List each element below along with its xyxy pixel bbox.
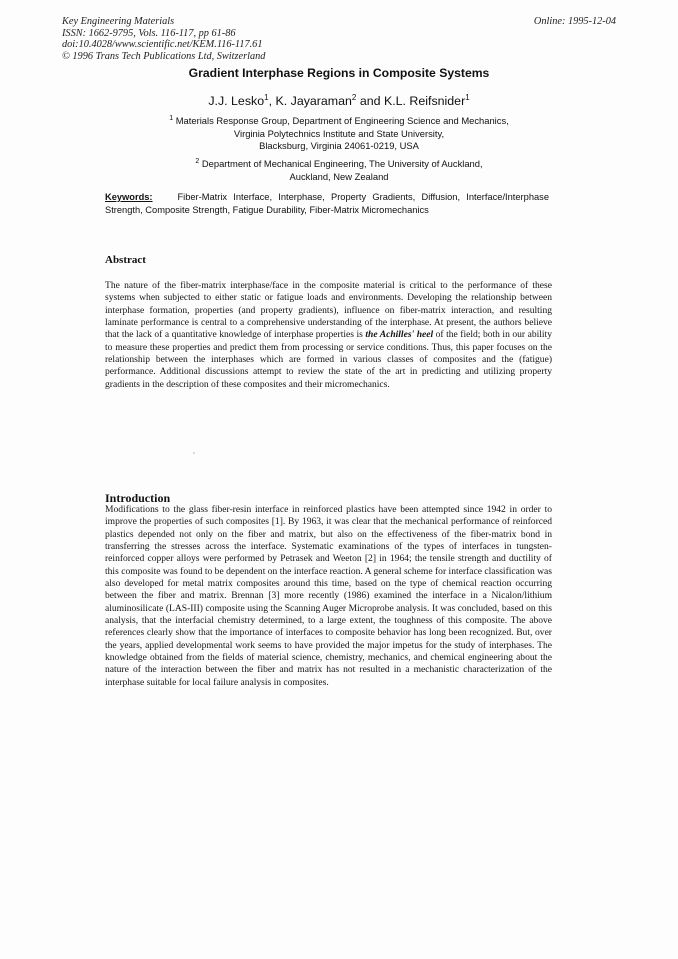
abstract-paragraph xyxy=(105,280,552,391)
affiliation-line: Auckland, New Zealand xyxy=(289,170,389,182)
abstract-emphasis: the Achilles' heel xyxy=(365,329,434,341)
author-separator: , xyxy=(268,94,276,109)
affiliation-mark: 1 xyxy=(169,115,174,122)
keywords-list: Fiber-Matrix Interface, Interphase, Property Gradients, Diffusion, Interface/Interphase Strength, Composite Strength, Fatigue Durability, Fiber-Matrix Micromechanics xyxy=(105,192,549,215)
author-list xyxy=(0,93,678,108)
issn-line: ISSN: 1662-9795, Vols. 116-117, pp 61-86 xyxy=(62,27,236,39)
copyright-line: © 1996 Trans Tech Publications Ltd, Switzerland xyxy=(62,50,266,62)
affiliation-line: Materials Response Group, Department of Engineering Science and Mechanics, xyxy=(175,115,509,127)
introduction-paragraph: Modifications to the glass fiber-resin interface in reinforced plastics have been attempted since 1942 in order to improve the properties of such composites [1]. By 1963, it was clear that the mechanical performance of reinforced plastics depended not only on the fiber and matrix, but also on the effectiveness of the fiber-matrix bond in transferring the stresses across the interface. Systematic examinations of the types of interfaces in tungsten-reinforced copper alloys were performed by Petrasek and Weeton [2] in 1964; the tensile strength and ductility of this composite was found to be dependent on the interface reaction. A general scheme for interface classification was also developed for metal matrix composites around this time, based on the type of chemical reaction occurring between the fiber and matrix. Brennan [3] more recently (1986) examined the interface in a Nicalon/lithium aluminosilicate (LAS-III) composite using the Scanning Auger Microprobe analysis. It was concluded, based on this analysis, that the interfacial chemistry determined, to a large extent, the toughness of this composite. The above references clearly show that the importance of interfaces to composite behavior has long been recognized. But, over the years, applied developmental work seems to have provided the major impetus for the study of interphases. The knowledge obtained from the fields of material science, chemistry, mechanics, and chemical engineering about the nature of the interaction between the fiber and matrix has not resulted in a mechanistic characterization of the interphase suitable for local failure analysis in composites. xyxy=(105,504,552,688)
doi-line: doi:10.4028/www.scientific.net/KEM.116-117.61 xyxy=(62,39,263,51)
abstract-heading: Abstract xyxy=(105,254,146,266)
author-affiliation-mark: 2 xyxy=(351,93,357,102)
author-name: J.J. Lesko xyxy=(208,94,265,109)
abstract-text-part: of the field; both in our ability to measure these properties and predict them from processing or service conditions. Thus, this paper focuses on the relationship between the interphases which are formed in various classes of composites and the (fatigue) performance. Additional discussions attempt to review the state of the art in predicting and utilizing property gradients in the description of these composites and their micromechanics. xyxy=(105,329,552,390)
affiliation-line: Blacksburg, Virginia 24061-0219, USA xyxy=(259,139,419,151)
author-affiliation-mark: 1 xyxy=(465,93,470,102)
paper-title: Gradient Interphase Regions in Composite Systems xyxy=(188,66,490,80)
author-affiliation-mark: 1 xyxy=(264,93,269,102)
online-date: Online: 1995-12-04 xyxy=(533,16,616,27)
affiliation-2 xyxy=(0,156,678,183)
author-name: K. Jayaraman xyxy=(275,94,352,109)
affiliation-1 xyxy=(0,113,678,152)
author-separator: and xyxy=(356,94,384,109)
scan-speck xyxy=(193,452,195,454)
keywords-label: Keywords: xyxy=(105,192,153,202)
affiliation-mark: 2 xyxy=(195,158,200,165)
abstract-text-part: The nature of the fiber-matrix interphase/face in the composite material is critical to the performance of these systems when subjected to either static or fatigue loads and environments. Developing the relationship between interphase formation, properties (and property gradients), influence on fiber-matrix interaction, and resulting laminate performance is central to a comprehensive understanding of the interphase. At present, the authors believe that the lack of a quantitative knowledge of interphase properties is xyxy=(105,280,552,341)
affiliation-line: Department of Mechanical Engineering, The University of Auckland, xyxy=(201,158,483,170)
author-name: K.L. Reifsnider xyxy=(383,94,466,109)
affiliation-line: Virginia Polytechnics Institute and State University, xyxy=(233,127,445,139)
publication-metadata xyxy=(62,16,265,62)
keywords-block xyxy=(105,191,549,216)
introduction-heading: Introduction xyxy=(105,491,171,505)
journal-name: Key Engineering Materials xyxy=(62,16,175,27)
